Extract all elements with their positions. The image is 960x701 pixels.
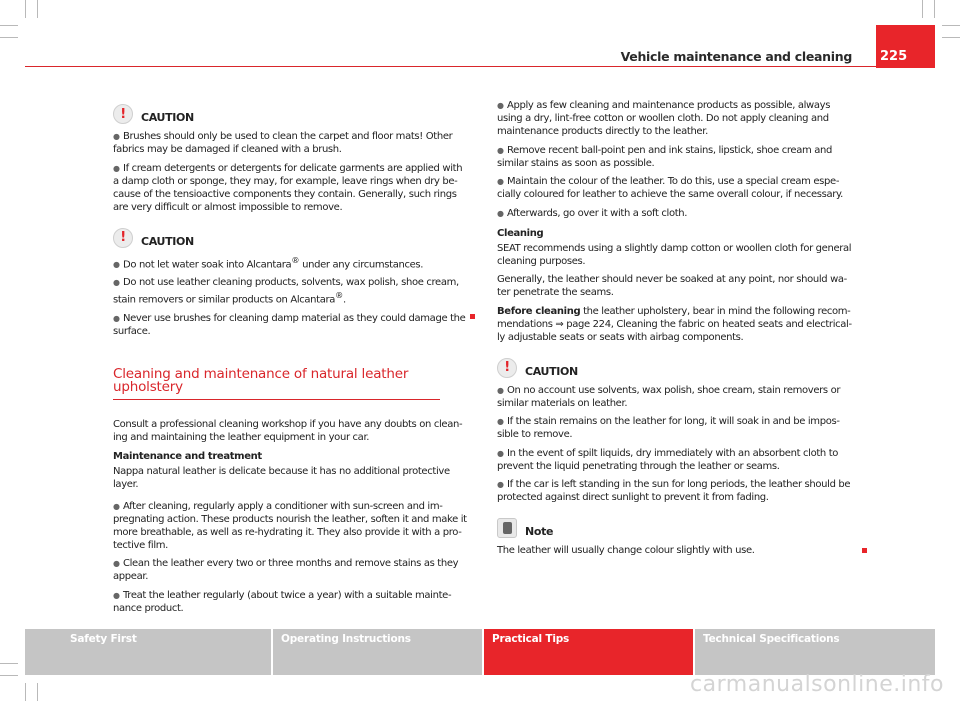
crop-mark [37, 0, 38, 18]
exclamation-icon: ! [497, 358, 517, 378]
intro-paragraph: Consult a professional cleaning workshop if you have any doubts on clean-ing and maintaining the leather equipment in your car. [113, 419, 463, 444]
note-text: The leather will usually change colour slightly with use. [497, 545, 755, 556]
before-cleaning-bold: Before cleaning [497, 305, 581, 317]
maintenance-bullet-text: Clean the leather every two or three months and remove stains as they appear. [113, 558, 459, 583]
leather-bullet [497, 175, 853, 201]
exclamation-icon: ! [113, 228, 133, 248]
leather-bullet-text: Maintain the colour of the leather. To do this, use a special cream espe-cially coloured for leather to achieve the same overall colour, if necessary. [497, 176, 844, 200]
caution-bullet [113, 276, 467, 306]
leather-bullet [497, 207, 853, 220]
registered-mark: ® [291, 254, 300, 265]
leather-bullet-text: Remove recent ball-point pen and ink stains, lipstick, shoe cream and similar stains as soon as possible. [497, 144, 832, 169]
tab-safety-first[interactable]: Safety First [25, 629, 273, 675]
leather-bullet-text: Afterwards, go over it with a soft cloth. [507, 207, 688, 219]
running-header-title: Vehicle maintenance and cleaning [620, 49, 852, 64]
leather-bullet [497, 99, 853, 138]
caution-bullet-text: . [343, 294, 346, 306]
crop-mark [0, 37, 18, 38]
caution-bullet-text: If cream detergents or detergents for delicate garments are applied with a damp cloth or sponge, they may, for example, leave rings when dry be-cause of the tensioactive components they contain. Generally, such rings are very difficult or almost impossible to remove. [113, 162, 463, 213]
section-heading: Cleaning and maintenance of natural leather upholstery [113, 368, 440, 400]
maintenance-bullet [113, 557, 467, 583]
caution-bullet [497, 447, 853, 473]
caution-label: CAUTION [141, 111, 194, 124]
bullet-icon: ● [113, 501, 120, 511]
caution-bullet-text: under any circumstances. [299, 258, 424, 270]
maintenance-bullet [113, 500, 467, 552]
bullet-icon: ● [497, 177, 504, 186]
crop-mark [25, 0, 26, 18]
left-column [113, 104, 467, 620]
maintenance-bullet-text: Treat the leather regularly (about twice a year) with a suitable mainte-nance product. [113, 589, 452, 614]
caution-bullet [497, 384, 853, 410]
caution-callout [113, 228, 467, 248]
bullet-icon: ● [497, 448, 504, 458]
note-label: Note [525, 525, 554, 538]
caution-label: CAUTION [141, 234, 194, 248]
page-number: 225 [880, 49, 908, 64]
bullet-icon: ● [113, 559, 120, 569]
watermark-text: carmanualsonline.info [690, 672, 944, 697]
crop-mark [0, 675, 18, 676]
crop-mark [0, 25, 18, 26]
registered-mark: ® [335, 290, 344, 301]
bullet-icon: ● [113, 163, 120, 173]
caution-bullet-text: If the stain remains on the leather for long, it will soak in and be impos-sible to remove. [497, 416, 840, 440]
bullet-icon: ● [113, 590, 120, 600]
bullet-icon: ● [113, 314, 120, 324]
crop-mark [922, 0, 923, 18]
maintenance-heading: Maintenance and treatment [113, 450, 262, 462]
right-column [497, 99, 853, 563]
bullet-icon: ● [497, 480, 504, 489]
bullet-icon: ● [497, 417, 504, 426]
crop-mark [0, 663, 18, 664]
before-cleaning-paragraph [497, 305, 853, 344]
tab-practical-tips[interactable]: Practical Tips [484, 629, 695, 675]
caution-bullet-text: Never use brushes for cleaning damp material as they could damage the surface. [113, 313, 466, 338]
chapter-tabs [25, 629, 935, 675]
caution-bullet [113, 254, 467, 271]
caution-bullet-text: On no account use solvents, wax polish, shoe cream, stain removers or similar materials on leather. [497, 384, 841, 409]
crop-mark [25, 683, 26, 701]
caution-bullet [113, 162, 467, 214]
bullet-icon: ● [497, 145, 504, 155]
caution-callout [113, 104, 467, 124]
bullet-icon: ● [113, 278, 120, 288]
maintenance-bullet [113, 589, 467, 615]
section-end-marker [862, 548, 867, 553]
bullet-icon: ● [113, 132, 120, 141]
caution-bullet-text: Do not let water soak into Alcantara [123, 258, 292, 270]
leather-bullet-text: Apply as few cleaning and maintenance products as possible, always using a dry, lint-free cotton or woollen cloth. Do not apply cleaning and maintenance products directly to the leather. [497, 100, 831, 137]
caution-label: CAUTION [525, 364, 578, 378]
info-icon [497, 518, 517, 538]
cleaning-heading: Cleaning [497, 227, 544, 239]
caution-bullet [113, 312, 467, 338]
note-callout [497, 518, 853, 538]
tab-technical-specifications[interactable]: Technical Specifications [695, 629, 935, 675]
cleaning-paragraph: SEAT recommends using a slightly damp cotton or woollen cloth for general cleaning purposes. [497, 242, 852, 267]
bullet-icon: ● [497, 208, 504, 218]
caution-bullet [497, 478, 853, 504]
caution-bullet [113, 130, 467, 156]
caution-bullet-text: Do not use leather cleaning products, solvents, wax polish, shoe cream, stain removers or similar products on Alcantara [113, 277, 459, 306]
caution-callout [497, 358, 853, 378]
cleaning-paragraph: Generally, the leather should never be soaked at any point, nor should wa-ter penetrate the seams. [497, 274, 847, 298]
crop-mark [934, 0, 935, 18]
caution-bullet [497, 415, 853, 441]
header-rule [25, 66, 876, 67]
exclamation-icon: ! [113, 104, 133, 124]
caution-bullet-text: If the car is left standing in the sun for long periods, the leather should be protected against direct sunlight to prevent it from fading. [497, 479, 851, 503]
bullet-icon: ● [497, 385, 504, 395]
leather-bullet [497, 144, 853, 170]
tab-operating-instructions[interactable]: Operating Instructions [273, 629, 484, 675]
before-cleaning-text: the leather upholstery, bear in mind the following recom-mendations ⇒ page 224, Cleaning the fabric on heated seats and electrical-ly adjustable seats or seats with airbag components. [497, 305, 852, 343]
crop-mark [942, 37, 960, 38]
crop-mark [942, 25, 960, 26]
bullet-icon: ● [497, 101, 504, 110]
section-end-marker [470, 314, 475, 319]
caution-bullet-text: In the event of spilt liquids, dry immediately with an absorbent cloth to prevent the liquid penetrating through the leather or seams. [497, 447, 839, 472]
maintenance-bullet-text: After cleaning, regularly apply a conditioner with sun-screen and im-pregnating action. These products nourish the leather, soften it and make it more breathable, as well as re-hydrating it. They also provide it with a pro-tective film. [113, 500, 467, 551]
caution-bullet-text: Brushes should only be used to clean the carpet and floor mats! Other fabrics may be damaged if cleaned with a brush. [113, 131, 453, 155]
bullet-icon: ● [113, 259, 120, 269]
crop-mark [37, 683, 38, 701]
maintenance-text: Nappa natural leather is delicate because it has no additional protective layer. [113, 465, 450, 490]
